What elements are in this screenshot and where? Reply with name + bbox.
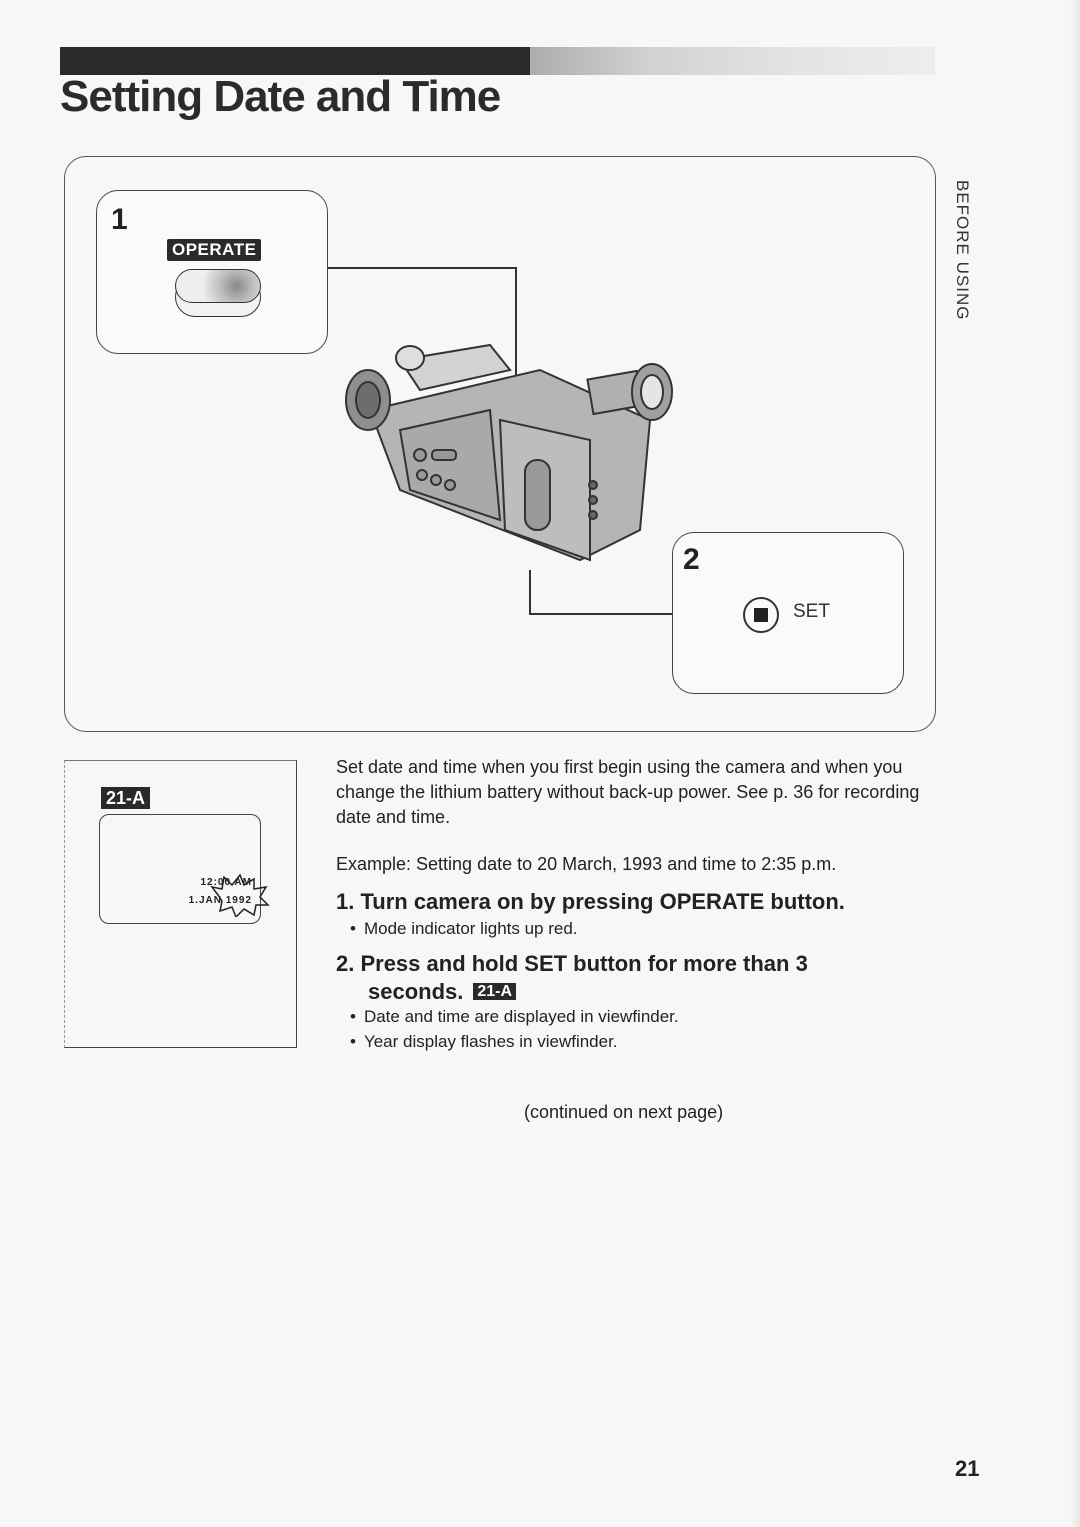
callout-step-1 <box>96 190 328 354</box>
leader-line <box>529 613 672 615</box>
step-number: 2 <box>683 543 700 576</box>
title-band-fade <box>530 47 935 75</box>
step-1-heading: 1. Turn camera on by pressing OPERATE button. <box>336 889 845 914</box>
step-2-heading-tail: seconds. <box>368 979 464 1004</box>
title-band <box>60 47 530 75</box>
leader-line <box>529 570 531 614</box>
intro-paragraph: Set date and time when you first begin using the camera and when you change the lithium battery without back-up power. See p. 36 for recording date and time. <box>336 757 920 827</box>
leader-line <box>328 267 516 269</box>
viewfinder-screen <box>99 814 261 924</box>
page-number: 21 <box>955 1456 980 1481</box>
page-title: Setting Date and Time <box>60 72 501 121</box>
step-number: 1 <box>111 203 128 236</box>
continued-note: (continued on next page) <box>524 1102 724 1122</box>
callout-step-2 <box>672 532 904 694</box>
example-paragraph: Example: Setting date to 20 March, 1993 and time to 2:35 p.m. <box>336 854 837 874</box>
set-button-icon <box>743 597 779 633</box>
viewfinder-figure <box>64 760 297 1048</box>
section-tab: BEFORE USING <box>953 180 972 321</box>
step-1-bullet: • Mode indicator lights up red. <box>350 918 578 940</box>
operate-button-icon <box>175 269 261 303</box>
figure-ref-badge: 21-A <box>473 983 516 1000</box>
step-2-heading: 2. Press and hold SET button for more than 3 <box>336 951 808 976</box>
set-label: SET <box>793 601 830 622</box>
viewfinder-time: 12:00 AM <box>200 877 252 888</box>
camcorder-illustration <box>340 330 680 570</box>
stop-square-icon <box>754 608 768 622</box>
figure-ref-badge: 21-A <box>101 787 150 809</box>
step-2-heading-cont <box>368 978 516 1006</box>
viewfinder-date: 1.JAN 1992 <box>188 895 252 906</box>
page-edge-shadow <box>1070 0 1080 1527</box>
step-2-bullet: • Date and time are displayed in viewfinder. <box>350 1006 679 1028</box>
step-2-bullet: • Year display flashes in viewfinder. <box>350 1031 618 1053</box>
operate-label: OPERATE <box>167 239 261 261</box>
